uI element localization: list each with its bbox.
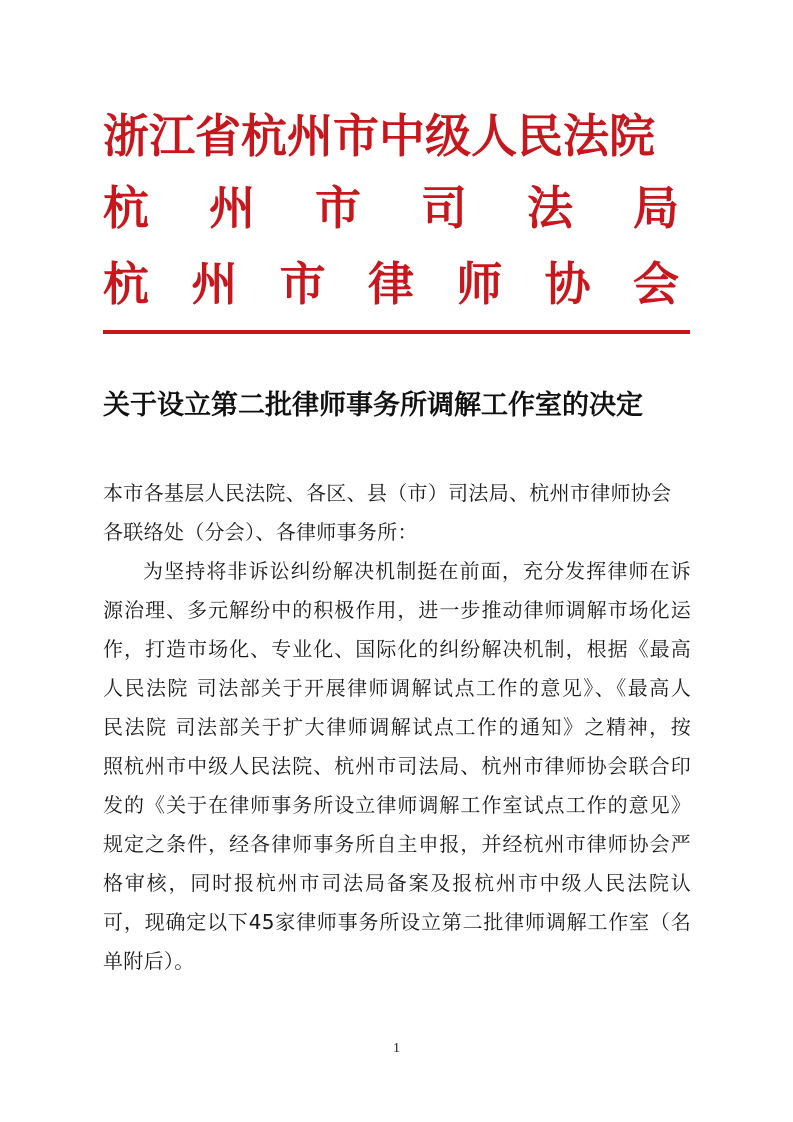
issuer-lawyers-association: 杭 州 市 律 师 协 会	[103, 257, 679, 311]
body-line: 规定之条件，经各律师事务所自主申报，并经杭州市律师协会严	[103, 832, 691, 856]
page-number: 1	[393, 1041, 400, 1056]
body-line: 源治理、多元解纷中的积极作用，进一步推动律师调解市场化运	[103, 598, 691, 622]
document-title: 关于设立第二批律师事务所调解工作室的决定	[103, 390, 643, 421]
body-line: 单附后）。	[103, 949, 195, 973]
body-line: 格审核，同时报杭州市司法局备案及报杭州市中级人民法院认	[103, 871, 691, 895]
addressee-block	[103, 474, 691, 552]
body-line: 人民法院 司法部关于开展律师调解试点工作的意见》、《最高人	[103, 676, 691, 700]
header-divider	[103, 330, 690, 334]
body-line: 发的《关于在律师事务所设立律师调解工作室试点工作的意见》	[103, 793, 691, 817]
addressee-line: 本市各基层人民法院、各区、县（市）司法局、杭州市律师协会	[103, 481, 672, 505]
body-line: 可，现确定以下45家律师事务所设立第二批律师调解工作室（名	[103, 910, 691, 934]
body-line: 作，打造市场化、专业化、国际化的纠纷解决机制，根据《最高	[103, 637, 691, 661]
body-paragraph	[103, 552, 691, 981]
body-line: 民法院 司法部关于扩大律师调解试点工作的通知》之精神，按	[103, 715, 691, 739]
issuer-court: 浙江省杭州市中级人民法院	[103, 109, 655, 163]
addressee-line: 各联络处（分会）、各律师事务所：	[103, 520, 418, 544]
body-line: 为坚持将非诉讼纠纷解决机制挺在前面，充分发挥律师在诉	[143, 559, 691, 583]
body-line: 照杭州市中级人民法院、杭州市司法局、杭州市律师协会联合印	[103, 754, 691, 778]
issuer-justice-bureau: 杭 州 市 司 法 局	[103, 181, 679, 235]
